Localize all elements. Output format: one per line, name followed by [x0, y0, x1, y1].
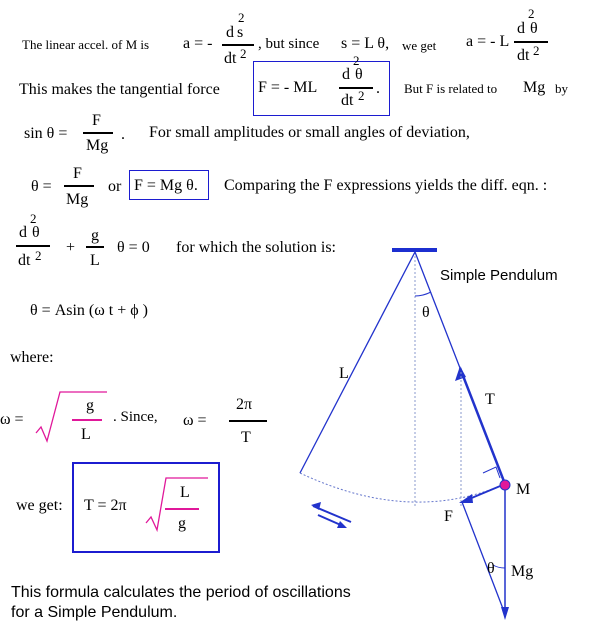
f-equals-mg-theta: F = Mg θ.	[134, 177, 198, 194]
sup-2: 2	[30, 211, 37, 226]
two-pi-numerator: 2π	[236, 396, 253, 413]
omega-equals: ω =	[183, 412, 207, 429]
force-arrowhead	[459, 494, 473, 503]
d-numerator: d	[517, 20, 525, 37]
we-get-text: we get	[402, 38, 437, 53]
theta-numerator: θ	[530, 20, 538, 37]
period-dot: .	[121, 126, 125, 143]
footer-line-2: for a Simple Pendulum.	[11, 604, 178, 621]
g-denominator: g	[178, 515, 186, 532]
swing-arrowhead	[337, 521, 347, 528]
mass-label: M	[516, 481, 531, 498]
where-text: where:	[10, 349, 54, 366]
g-numerator: g	[91, 227, 99, 244]
t-denominator: T	[241, 429, 251, 446]
solution-equation: θ = Asin (ω t + ϕ )	[30, 302, 148, 319]
sin-theta-equals: sin θ =	[24, 125, 68, 142]
d-numerator: d	[342, 66, 350, 83]
force-component-line	[462, 502, 505, 614]
accel-intro-text: The linear accel. of M is	[22, 37, 150, 52]
a-equals-minus-l: a = - L	[466, 33, 510, 50]
right-angle-marker	[483, 467, 500, 478]
mg-text: Mg	[523, 79, 546, 96]
omega-equals: ω =	[0, 411, 24, 428]
sup-2: 2	[353, 53, 360, 68]
theta-bottom-label: θ	[487, 560, 495, 577]
plus-sign: +	[66, 239, 76, 256]
theta-numerator: θ	[32, 224, 40, 241]
f-numerator: F	[73, 165, 82, 182]
tangential-force-text: This makes the tangential force	[19, 81, 220, 98]
sup-2: 2	[238, 10, 245, 25]
length-label: L	[339, 365, 349, 382]
radical-sign	[36, 392, 107, 441]
angle-arc-top	[415, 292, 431, 296]
s-numerator: s	[237, 24, 244, 41]
we-get-text: we get:	[16, 497, 63, 514]
comparing-text: Comparing the F expressions yields the diff. eqn. :	[224, 177, 548, 194]
sup-2: 2	[35, 248, 42, 263]
period-dot: .	[376, 80, 380, 97]
or-text: or	[108, 178, 122, 195]
by-text: by	[555, 81, 568, 96]
weight-label: Mg	[511, 563, 534, 580]
footer-line-1: This formula calculates the period of oscillations	[11, 584, 351, 601]
since-text: . Since,	[113, 409, 158, 425]
but-since-text: , but since	[258, 36, 320, 52]
s-equals-l-theta: s = L θ,	[341, 35, 390, 52]
theta-top-label: θ	[422, 304, 430, 321]
theta-equals: θ =	[31, 178, 52, 195]
tension-vector	[460, 368, 505, 484]
sup-2: 2	[533, 43, 540, 58]
tension-label: T	[485, 391, 495, 408]
d-numerator: d	[226, 24, 234, 41]
force-label: F	[444, 508, 453, 525]
dt-denominator: dt	[341, 92, 354, 109]
mg-denominator: Mg	[86, 137, 109, 154]
g-numerator: g	[86, 397, 94, 414]
l-numerator: L	[180, 484, 190, 501]
but-related-text: But F is related to	[404, 81, 498, 96]
f-equals-minus-ml: F = - ML	[258, 79, 318, 96]
dt-denominator: dt	[517, 47, 530, 64]
theta-equals-zero: θ = 0	[117, 239, 150, 256]
diagram-title: Simple Pendulum	[440, 267, 558, 284]
sup-2: 2	[240, 46, 247, 61]
theta-numerator: θ	[355, 66, 363, 83]
solution-text: for which the solution is:	[176, 239, 336, 256]
sup-2: 2	[358, 88, 365, 103]
sup-2: 2	[528, 6, 535, 21]
dt-denominator: dt	[224, 50, 237, 67]
mg-denominator: Mg	[66, 191, 89, 208]
l-denominator: L	[81, 426, 91, 443]
t-equals-2pi: T = 2π	[84, 497, 127, 514]
a-equals-minus: a = -	[183, 35, 213, 52]
string-left	[300, 252, 415, 473]
d-numerator: d	[19, 224, 27, 241]
angle-arc-bottom	[493, 565, 505, 568]
radical-sign	[146, 478, 208, 530]
pendulum-bob	[500, 480, 510, 490]
small-amplitudes-text: For small amplitudes or small angles of deviation,	[149, 124, 470, 141]
l-denominator: L	[90, 252, 100, 269]
f-numerator: F	[92, 112, 101, 129]
dt-denominator: dt	[18, 252, 31, 269]
